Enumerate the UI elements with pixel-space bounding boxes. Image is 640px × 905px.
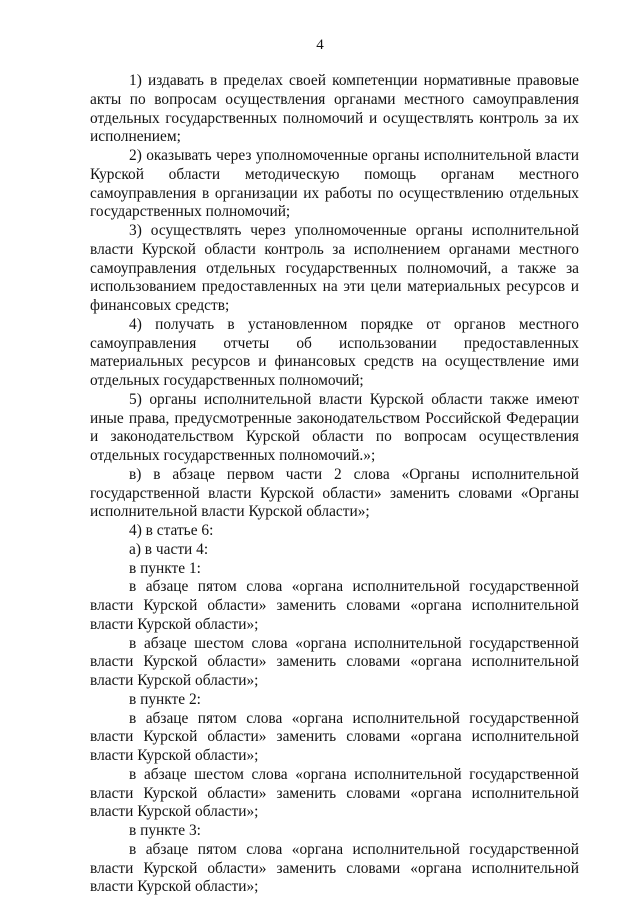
paragraph-item-2: 2) оказывать через уполномоченные органы исполнительной власти Курской области методическую помощь органам местного самоуправления в организации их работы по осуществлению отдельных государственных полномочий; [90, 147, 579, 221]
paragraph-point-3: в пункте 3: [129, 822, 201, 839]
paragraph-item-5: 5) органы исполнительной власти Курской области также имеют иные права, предусмотренные законодательством Российской Федерации и законодательством Курской области по вопросам осуществления отдельных государственных полномочий.»; [90, 390, 579, 464]
paragraph-part-4: а) в части 4: [129, 540, 209, 558]
paragraph-point-1-sixth: в абзаце шестом слова «органа исполнительной государственной власти Курской области» заменить словами «органа исполнительной власти Курской области»; [90, 634, 579, 689]
paragraph-item-1: 1) издавать в пределах своей компетенции нормативные правовые акты по вопросам осуществления органами местного самоуправления отдельных государственных полномочий и осуществлять контроль за их исполнением; [90, 72, 579, 146]
paragraph-point-2: в пункте 2: [129, 690, 201, 708]
paragraph-point-2-fifth: в абзаце пятом слова «органа исполнительной государственной власти Курской области» заменить словами «органа исполнительной власти Курской области»; [90, 709, 579, 764]
paragraph-point-1: в пункте 1: [129, 559, 201, 577]
paragraph-item-3: 3) осуществлять через уполномоченные органы исполнительной власти Курской области контроль за исполнением органами местного самоуправления отдельных государственных полномочий, а также за использованием предоставленных на эти цели материальных ресурсов и финансовых средств; [90, 222, 579, 314]
paragraph-point-1-fifth: в абзаце пятом слова «органа исполнительной государственной власти Курской области» заменить словами «органа исполнительной власти Курской области»; [90, 578, 579, 633]
page-number: 4 [316, 37, 324, 53]
paragraph-subpoint-v: в) в абзаце первом части 2 слова «Органы исполнительной государственной власти Курской области» заменить словами «Органы исполнительной власти Курской области»; [90, 465, 579, 521]
paragraph-item-4: 4) получать в установленном порядке от органов местного самоуправления отчеты об использовании предоставленных материальных ресурсов и финансовых средств на осуществление ими отдельных государственных полномочий; [90, 315, 579, 389]
document-body [90, 72, 579, 897]
paragraph-point-2-sixth: в абзаце шестом слова «органа исполнительной государственной власти Курской области» заменить словами «органа исполнительной власти Курской области»; [90, 765, 579, 821]
paragraph-point-3-fifth: в абзаце пятом слова «органа исполнительной государственной власти Курской области» заменить словами «органа исполнительной власти Курской области»; [90, 840, 579, 896]
paragraph-article-6: 4) в статье 6: [129, 522, 214, 539]
